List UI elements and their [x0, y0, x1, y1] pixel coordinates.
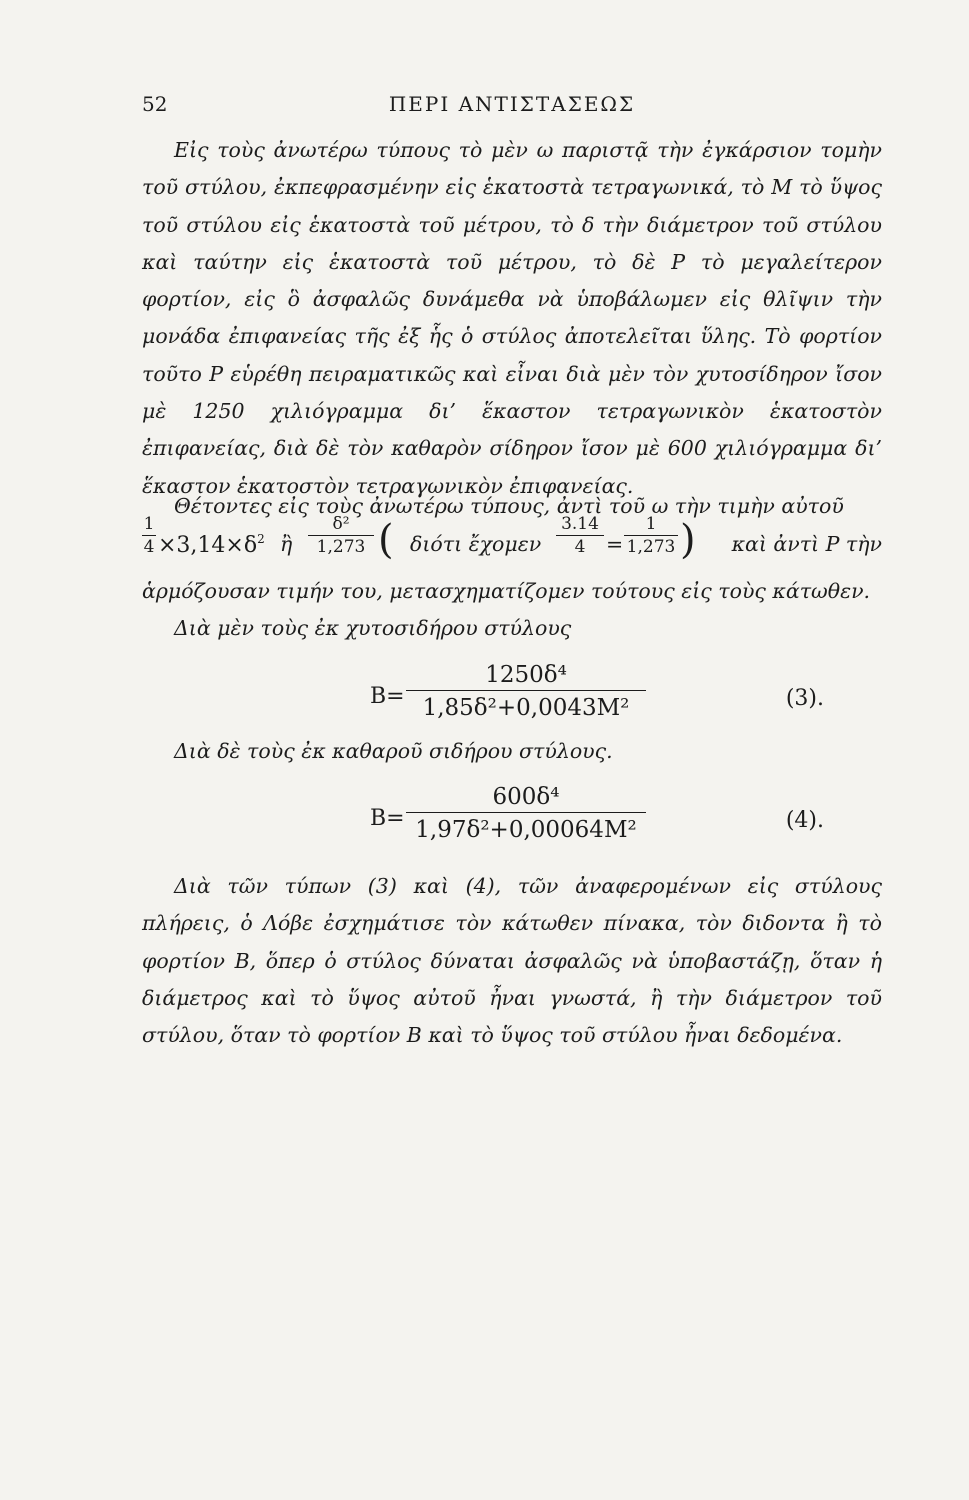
because-phrase: διότι ἔχομεν: [410, 532, 542, 556]
area-product: $\times 3,14\times\delta^2$: [158, 532, 265, 558]
formula-line-tail: καὶ ἀντὶ P τὴν: [731, 532, 882, 556]
equation-3-number: (3).: [785, 686, 824, 711]
page-number: 52: [142, 92, 168, 116]
open-paren: (: [378, 517, 394, 563]
page-header: [142, 92, 882, 122]
equation-3-numerator: 1250δ⁴: [485, 662, 567, 688]
paragraph-substitution-intro: Θέτοντες εἰς τοὺς ἀνωτέρω τύπους, ἀντὶ τοῦ ω τὴν τιμὴν αὐτοῦ: [174, 494, 844, 518]
paragraph-substitution-end: ἁρμόζουσαν τιμήν του, μετασχηματίζομεν τούτους εἰς τοὺς κάτωθεν.: [142, 579, 871, 603]
equation-4-fraction: [406, 782, 646, 847]
equation-4-numerator: 600δ⁴: [492, 784, 560, 810]
running-title: ΠΕΡΙ ΑΝΤΙΣΤΑΣΕΩΣ: [388, 92, 636, 116]
equation-3-lhs: B=: [370, 684, 405, 709]
equation-3-denominator: 1,85δ²+0,0043M²: [422, 695, 630, 721]
equation-4-denominator: 1,97δ²+0,00064M²: [415, 817, 637, 843]
equation-4: [142, 782, 882, 872]
close-paren: ): [680, 517, 696, 563]
equation-3-fraction: [406, 660, 646, 725]
fraction-one-over-1273: 1 1,273: [624, 514, 678, 557]
fraction-delta-over-1273: δ² 1,273: [308, 514, 374, 557]
formula-line-area: [142, 512, 882, 582]
equation-4-lhs: B=: [370, 806, 405, 831]
equation-4-number: (4).: [785, 808, 824, 833]
equals-sign: =: [606, 532, 624, 556]
paragraph-lobe-table: Διὰ τῶν τύπων (3) καὶ (4), τῶν ἀναφερομένων εἰς στύλους πλήρεις, ὁ Λόβε ἐσχημάτισε τὸν κάτωθεν πίνακα, τὸν διδοντα ἢ τὸ φορτίον B, ὅπερ ὁ στύλος δύναται ἀσφαλῶς νὰ ὑποβαστάζῃ, ὅταν ἡ διάμετρος καὶ τὸ ὕψος αὐτοῦ ἦναι γνωστά, ἢ τὴν διάμετρον τοῦ στύλου, ὅταν τὸ φορτίον B καὶ τὸ ὕψος τοῦ στύλου ἦναι δεδομένα.: [142, 874, 882, 1048]
fraction-314-over-4: 3.14 4: [556, 514, 604, 557]
pure-iron-intro: Διὰ δὲ τοὺς ἐκ καθαροῦ σιδήρου στύλους.: [174, 739, 613, 763]
fraction-one-quarter: 1 4: [143, 514, 155, 557]
cast-iron-intro: Διὰ μὲν τοὺς ἐκ χυτοσιδήρου στύλους: [174, 616, 572, 640]
paragraph-definitions: Εἰς τοὺς ἀνωτέρω τύπους τὸ μὲν ω παριστᾷ τὴν ἐγκάρσιον τομὴν τοῦ στύλου, ἐκπεφρασμένην εἰς ἑκατοστὰ τετραγωνικά, τὸ M τὸ ὕψος τοῦ στύλου εἰς ἑκατοστὰ τοῦ μέτρου, τὸ δ τὴν διάμετρον τοῦ στύλου καὶ ταύτην εἰς ἑκατοστὰ τοῦ μέτρου, τὸ δὲ P τὸ μεγαλείτερον φορτίον, εἰς ὃ ἀσφαλῶς δυνάμεθα νὰ ὑποβάλωμεν εἰς θλῖψιν τὴν μονάδα ἐπιφανείας τῆς ἐξ ἧς ὁ στύλος ἀποτελεῖται ὕλης. Τὸ φορτίον τοῦτο P εὑρέθη πειραματικῶς καὶ εἶναι διὰ μὲν τὸν χυτοσίδηρον ἴσον μὲ 1250 χιλιόγραμμα δι’ ἕκαστον τετραγωνικὸν ἑκατοστὸν ἐπιφανείας, διὰ δὲ τὸν καθαρὸν σίδηρον ἴσον μὲ 600 χιλιόγραμμα δι’ ἕκαστον ἑκατοστὸν τετραγωνικὸν ἐπιφανείας.: [142, 138, 882, 498]
or-word: ἢ: [280, 532, 293, 556]
